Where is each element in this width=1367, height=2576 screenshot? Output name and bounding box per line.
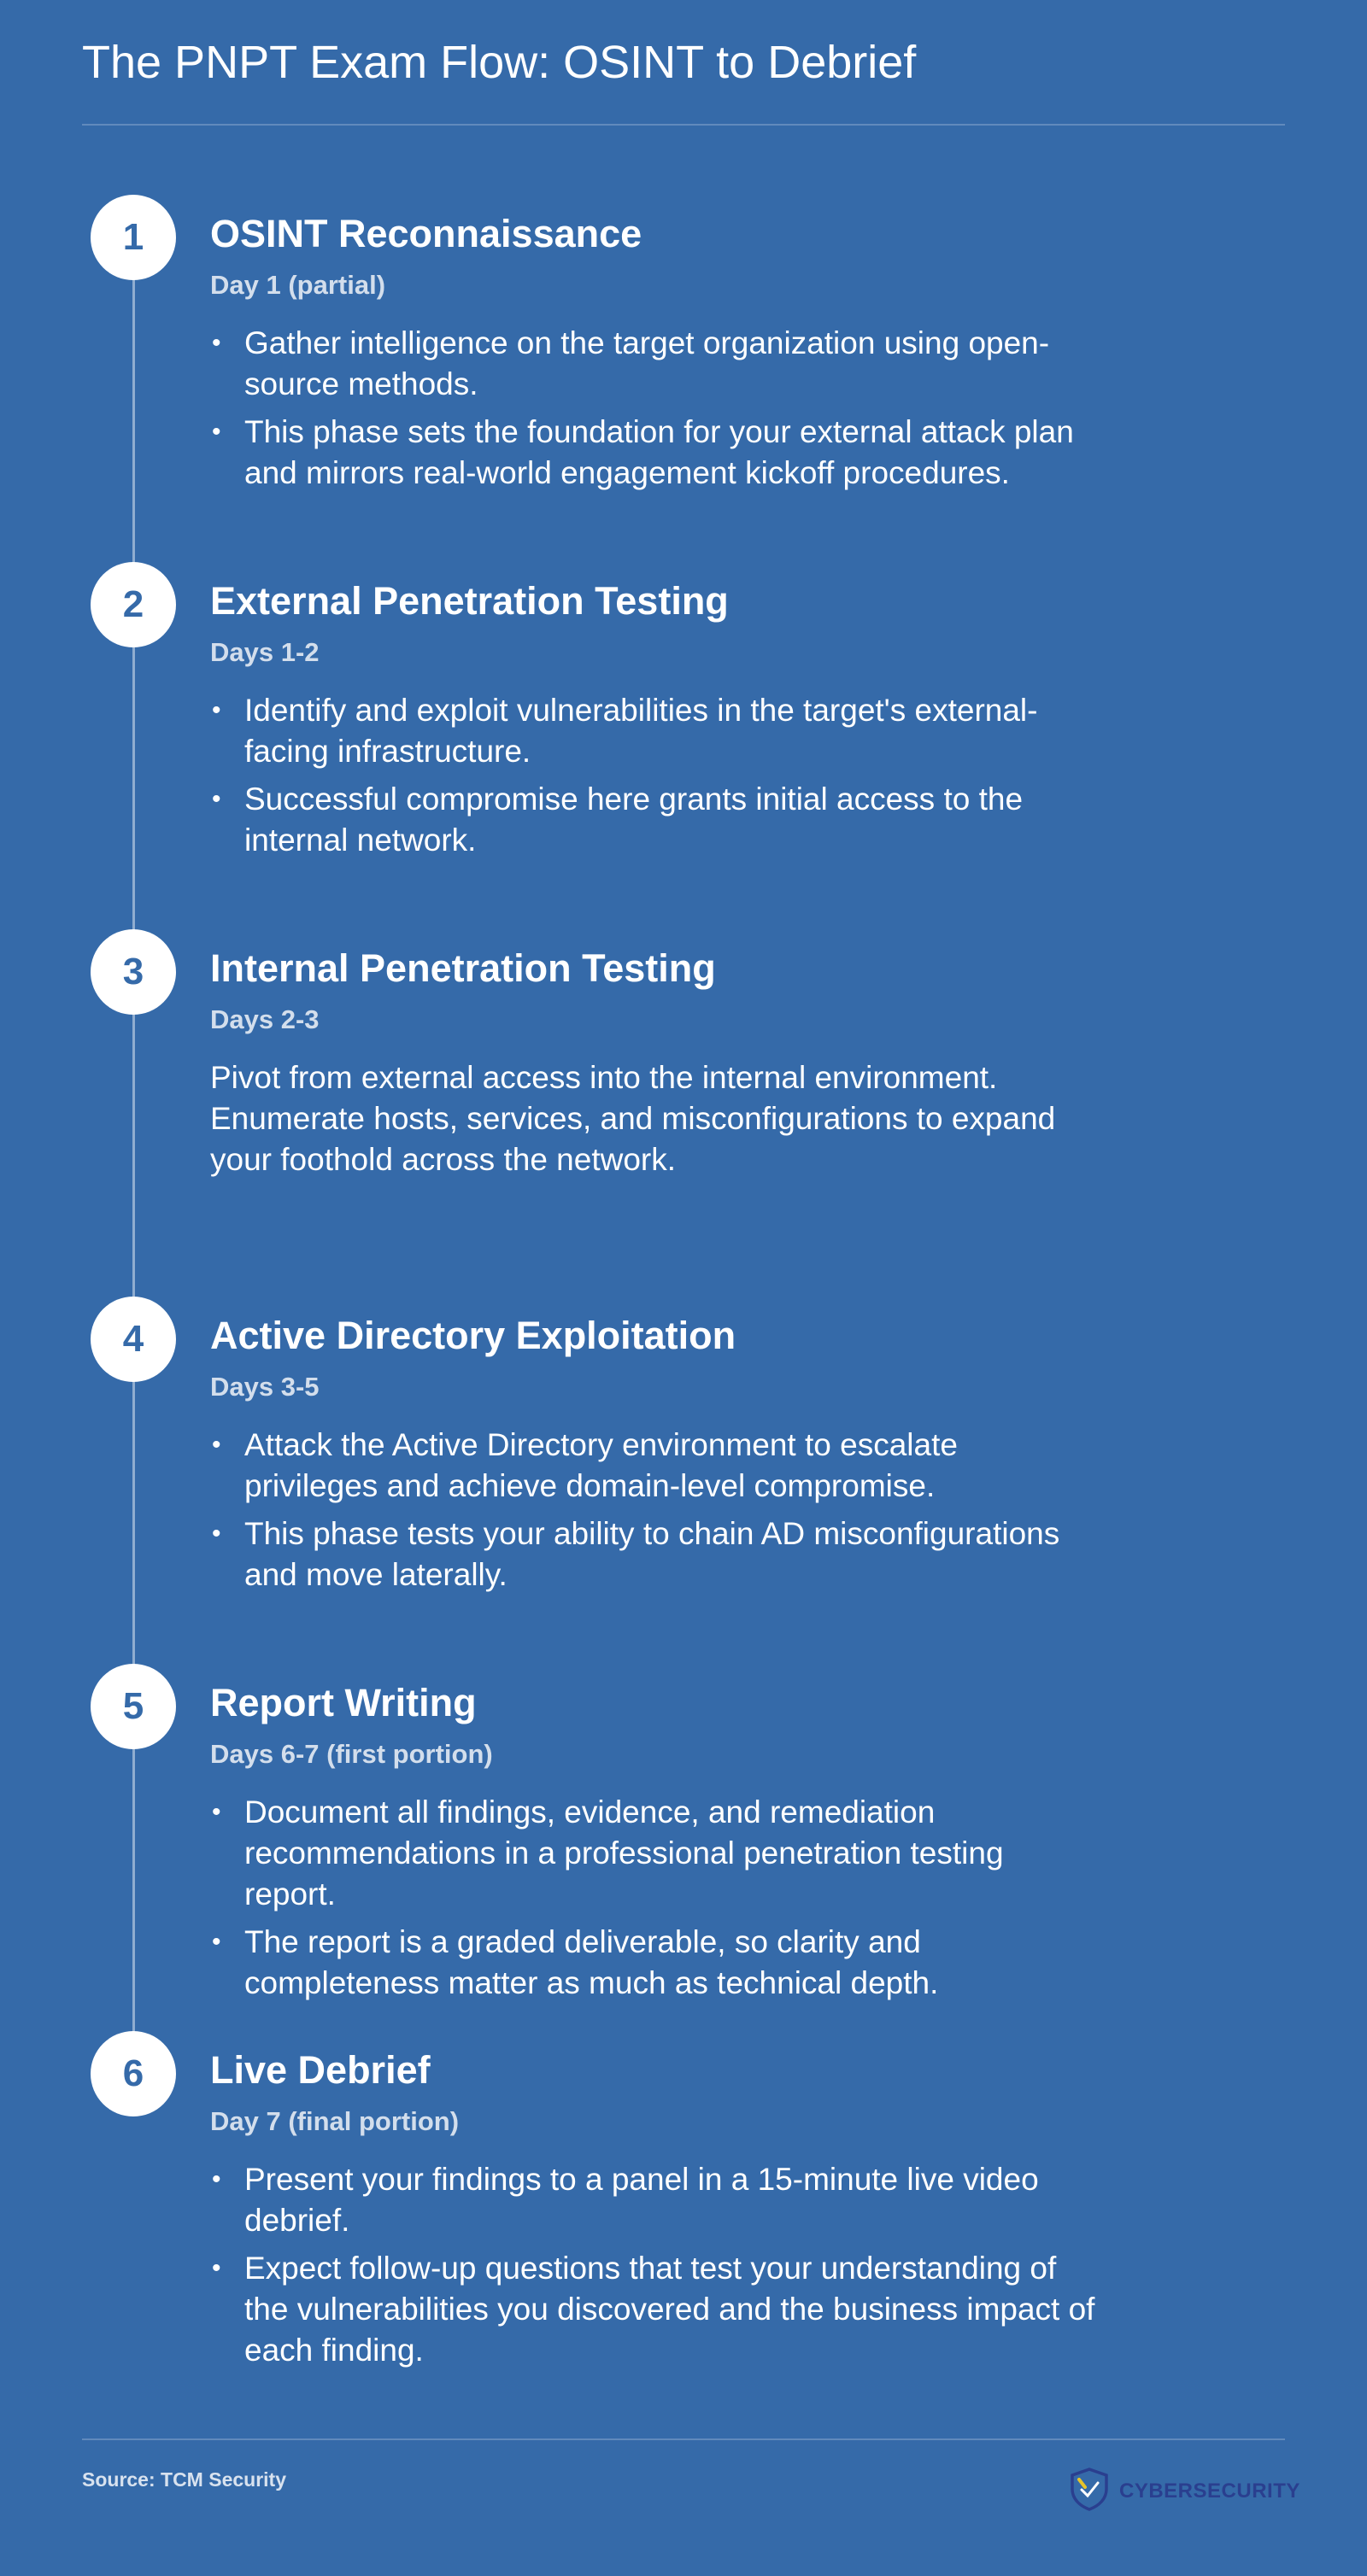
step-description — [210, 690, 1099, 868]
list-item — [210, 2159, 1099, 2241]
list-item — [210, 1513, 1099, 1595]
bullet-icon: • — [212, 2165, 221, 2193]
bullet-text: Document all findings, evidence, and remediation recommendations in a professional penetration testing report. — [244, 1794, 1004, 1912]
page-title: The PNPT Exam Flow: OSINT to Debrief — [82, 37, 917, 88]
step-paragraph: Pivot from external access into the internal environment. Enumerate hosts, services, and misconfigurations to expand your foothold across the network. — [210, 1060, 1056, 1177]
bullet-icon: • — [212, 329, 221, 357]
bullet-text: Present your findings to a panel in a 15-minute live video debrief. — [244, 2162, 1039, 2238]
bullet-text: Gather intelligence on the target organization using open-source methods. — [244, 325, 1050, 401]
step-description — [210, 1792, 1099, 2011]
step-title: Report Writing — [210, 1681, 477, 1724]
bullet-icon: • — [212, 696, 221, 724]
brand-logo — [1068, 2467, 1300, 2515]
step-duration: Days 1-2 — [210, 637, 320, 667]
footer-divider — [82, 2438, 1285, 2440]
step-number-badge: 2 — [91, 562, 176, 647]
step-number-badge: 3 — [91, 929, 176, 1015]
step-title: OSINT Reconnaissance — [210, 212, 642, 255]
bullet-icon: • — [212, 418, 221, 446]
step-number-badge: 5 — [91, 1664, 176, 1749]
step-title: Internal Penetration Testing — [210, 946, 716, 990]
step-duration: Day 7 (final portion) — [210, 2106, 460, 2136]
list-item — [210, 1792, 1099, 1915]
step-duration: Days 6-7 (first portion) — [210, 1739, 493, 1769]
list-item — [210, 1922, 1099, 2004]
bullet-icon: • — [212, 2254, 221, 2282]
step-description — [210, 1057, 1099, 1180]
bullet-icon: • — [212, 785, 221, 813]
step-title: External Penetration Testing — [210, 579, 729, 623]
bullet-icon: • — [212, 1519, 221, 1548]
source-credit: Source: TCM Security — [82, 2468, 286, 2491]
bullet-text: Expect follow-up questions that test your understanding of the vulnerabilities you discovered and the business impact of each finding. — [244, 2251, 1095, 2368]
step-duration: Day 1 (partial) — [210, 270, 386, 300]
list-item — [210, 690, 1099, 772]
timeline-connector — [132, 237, 135, 2081]
step-description — [210, 2159, 1099, 2378]
bullet-icon: • — [212, 1431, 221, 1459]
list-item — [210, 1425, 1099, 1507]
step-number-badge: 4 — [91, 1297, 176, 1382]
logo-wordmark: CYBERSECURITY — [1119, 2479, 1300, 2503]
bullet-text: This phase sets the foundation for your external attack plan and mirrors real-world engagement kickoff procedures. — [244, 414, 1074, 490]
title-divider — [82, 124, 1285, 126]
step-duration: Days 3-5 — [210, 1372, 320, 1402]
bullet-text: This phase tests your ability to chain AD misconfigurations and move laterally. — [244, 1516, 1060, 1592]
list-item — [210, 323, 1099, 405]
bullet-text: Successful compromise here grants initial access to the internal network. — [244, 782, 1024, 858]
step-title: Active Directory Exploitation — [210, 1314, 736, 1357]
step-duration: Days 2-3 — [210, 1004, 320, 1034]
bullet-text: Attack the Active Directory environment to escalate privileges and achieve domain-level compromise. — [244, 1427, 958, 1503]
step-description — [210, 1425, 1099, 1602]
bullet-icon: • — [212, 1928, 221, 1956]
list-item — [210, 412, 1099, 494]
step-number-badge: 1 — [91, 195, 176, 280]
step-number-badge: 6 — [91, 2031, 176, 2116]
step-title: Live Debrief — [210, 2048, 431, 2092]
list-item — [210, 779, 1099, 861]
bullet-text: The report is a graded deliverable, so clarity and completeness matter as much as technical depth. — [244, 1924, 939, 2000]
bullet-text: Identify and exploit vulnerabilities in the target's external-facing infrastructure. — [244, 693, 1038, 769]
list-item — [210, 2248, 1099, 2371]
step-description — [210, 323, 1099, 501]
bullet-icon: • — [212, 1798, 221, 1826]
shield-icon — [1068, 2467, 1111, 2515]
